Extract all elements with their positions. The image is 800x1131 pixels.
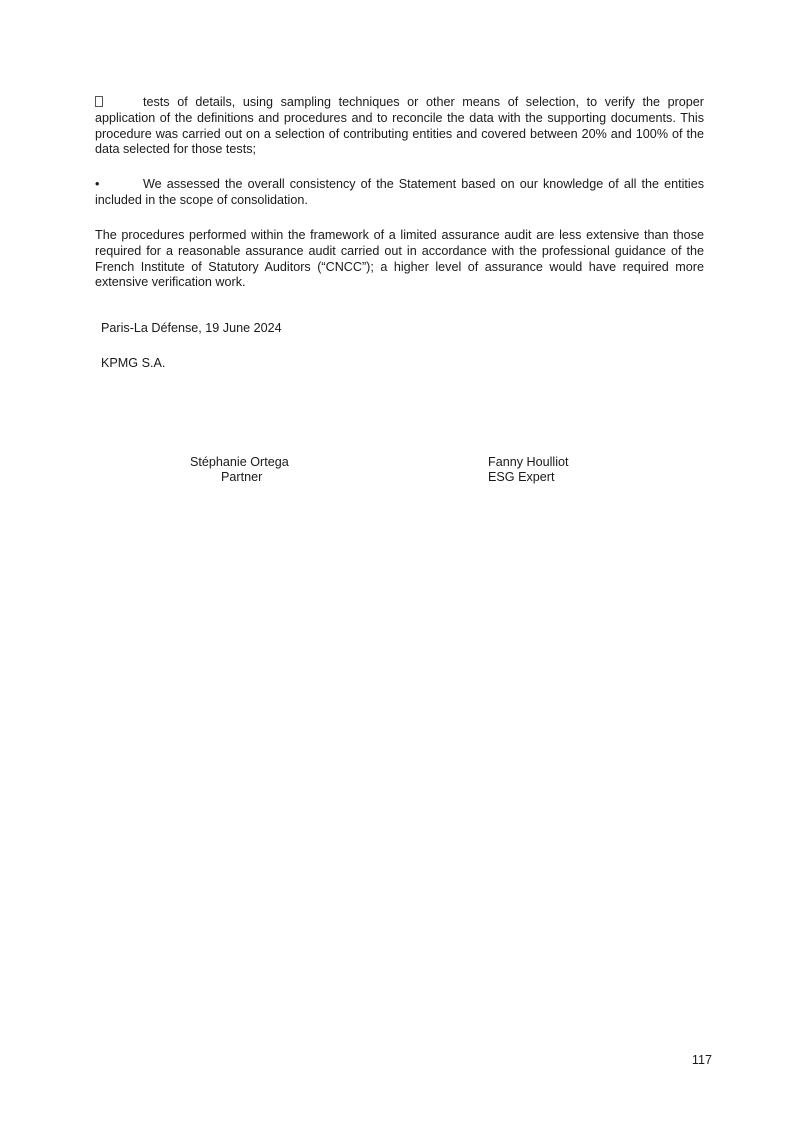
bullet-item-consistency [95,177,704,209]
bullet-item-tests-of-details [95,95,704,158]
signatory-name: Stéphanie Ortega [190,455,289,469]
signatory-role: Partner [221,470,263,484]
checkbox-bullet-icon [95,95,143,111]
bullet-dot-icon: • [95,177,100,191]
bullet-text: We assessed the overall consistency of the Statement based on our knowledge of all the entities included in the scope of consolidation. [95,177,704,207]
page-number: 117 [691,1053,712,1067]
signatory-name: Fanny Houlliot [488,455,569,469]
place-date: Paris-La Défense, 19 June 2024 [101,321,282,335]
firm-name: KPMG S.A. [101,356,166,370]
bullet-text: tests of details, using sampling techniques or other means of selection, to verify the proper application of the definitions and procedures and to reconcile the data with the supporting documents. This procedure was carried out on a selection of contributing entities and covered between 20% and 100% of the data selected for those tests; [95,95,704,157]
closing-paragraph: The procedures performed within the framework of a limited assurance audit are less extensive than those required for a reasonable assurance audit carried out in accordance with the professional guidance of the French Institute of Statutory Auditors (“CNCC”); a higher level of assurance would have required more extensive verification work. [95,228,704,290]
signatory-role: ESG Expert [488,470,555,484]
